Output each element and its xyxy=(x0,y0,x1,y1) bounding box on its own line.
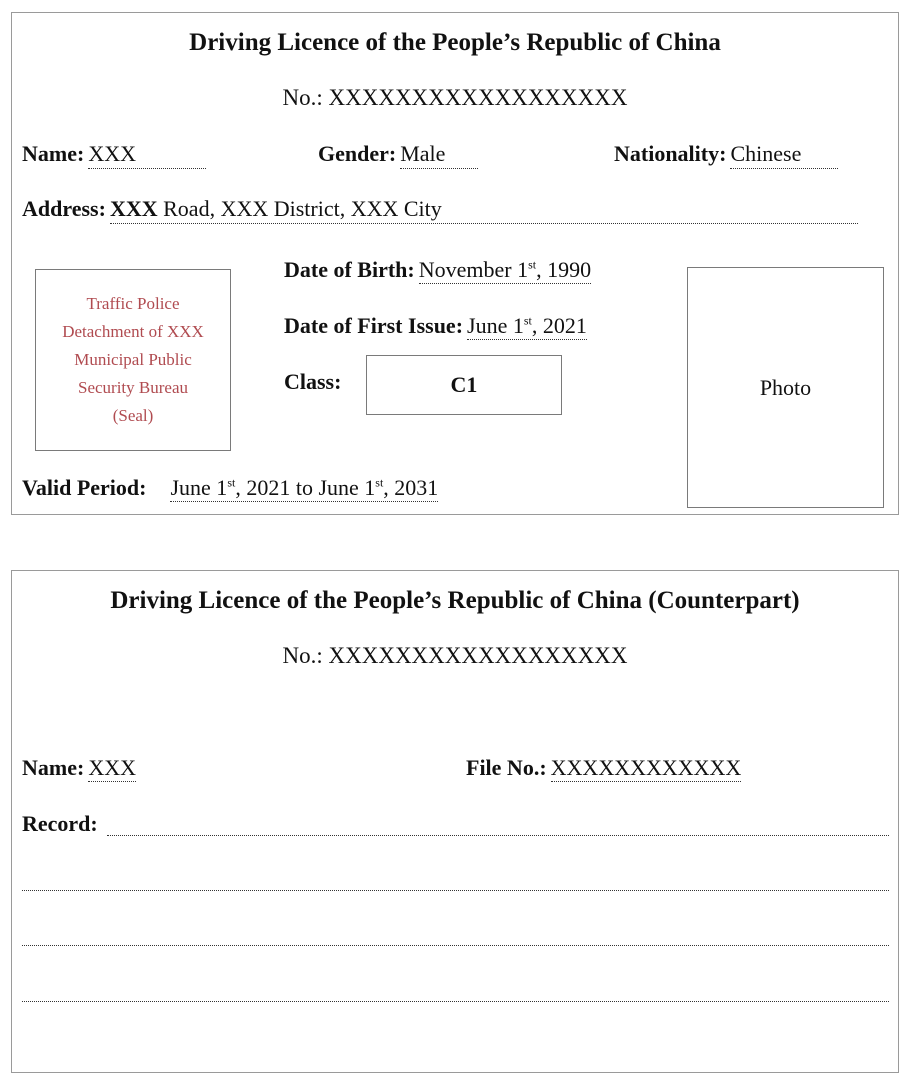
file-number-field xyxy=(466,755,741,781)
nationality-label: Nationality: xyxy=(614,141,727,166)
nationality-value: Chinese xyxy=(730,141,838,169)
record-line xyxy=(22,945,889,946)
licence-number-label: No.: xyxy=(282,85,323,110)
class-value: C1 xyxy=(450,372,478,397)
record-line xyxy=(107,835,889,836)
address-value xyxy=(110,196,858,224)
nationality-field xyxy=(614,141,838,169)
licence-number xyxy=(12,85,898,111)
official-seal-box xyxy=(35,269,231,451)
class-label: Class: xyxy=(284,369,342,394)
seal-line: Detachment of XXX xyxy=(62,322,204,341)
licence-number-value: XXXXXXXXXXXXXXXXXX xyxy=(328,85,628,110)
counterpart-number-value: XXXXXXXXXXXXXXXXXX xyxy=(328,643,628,668)
seal-line: Security Bureau xyxy=(78,378,188,397)
valid-period-value: June 1st, 2021 to June 1st, 2031 xyxy=(170,475,439,500)
dob-value: November 1st, 1990 xyxy=(418,257,592,282)
licence-counterpart-card xyxy=(11,570,899,1073)
counterpart-number-label: No.: xyxy=(282,643,323,668)
licence-front-card xyxy=(11,12,899,515)
seal-line: Traffic Police xyxy=(86,294,180,313)
counterpart-title: Driving Licence of the People’s Republic of China (Counterpart) xyxy=(110,587,800,614)
counterpart-number xyxy=(12,643,898,669)
seal-line: (Seal) xyxy=(112,406,154,425)
first-issue-value: June 1st, 2021 xyxy=(467,313,587,338)
file-number-value: XXXXXXXXXXXX xyxy=(550,755,742,780)
valid-period-field xyxy=(22,475,438,501)
seal-text xyxy=(36,290,230,430)
first-issue-label: Date of First Issue: xyxy=(284,313,464,338)
address-field xyxy=(22,196,858,224)
gender-value: Male xyxy=(400,141,478,169)
valid-period-label: Valid Period: xyxy=(22,475,147,500)
counterpart-name-value: XXX xyxy=(88,755,136,780)
gender-field xyxy=(318,141,478,169)
name-field xyxy=(22,141,206,169)
date-of-birth-field xyxy=(284,257,591,283)
photo-box xyxy=(687,267,884,508)
address-label: Address: xyxy=(22,196,106,221)
record-label: Record: xyxy=(22,811,98,836)
first-issue-field xyxy=(284,313,587,339)
record-line xyxy=(22,1001,889,1002)
licence-title: Driving Licence of the People’s Republic of China xyxy=(189,29,721,56)
name-label: Name: xyxy=(22,141,85,166)
record-line xyxy=(22,890,889,891)
dob-label: Date of Birth: xyxy=(284,257,415,282)
class-box xyxy=(366,355,562,415)
file-number-label: File No.: xyxy=(466,755,547,780)
counterpart-name-label: Name: xyxy=(22,755,85,780)
address-rest: Road, XXX District, XXX City xyxy=(163,196,442,221)
gender-label: Gender: xyxy=(318,141,397,166)
photo-label: Photo xyxy=(759,374,812,400)
seal-line: Municipal Public xyxy=(74,350,192,369)
counterpart-name-field xyxy=(22,755,136,781)
name-value: XXX xyxy=(88,141,206,169)
address-bold-part: XXX xyxy=(109,196,158,221)
